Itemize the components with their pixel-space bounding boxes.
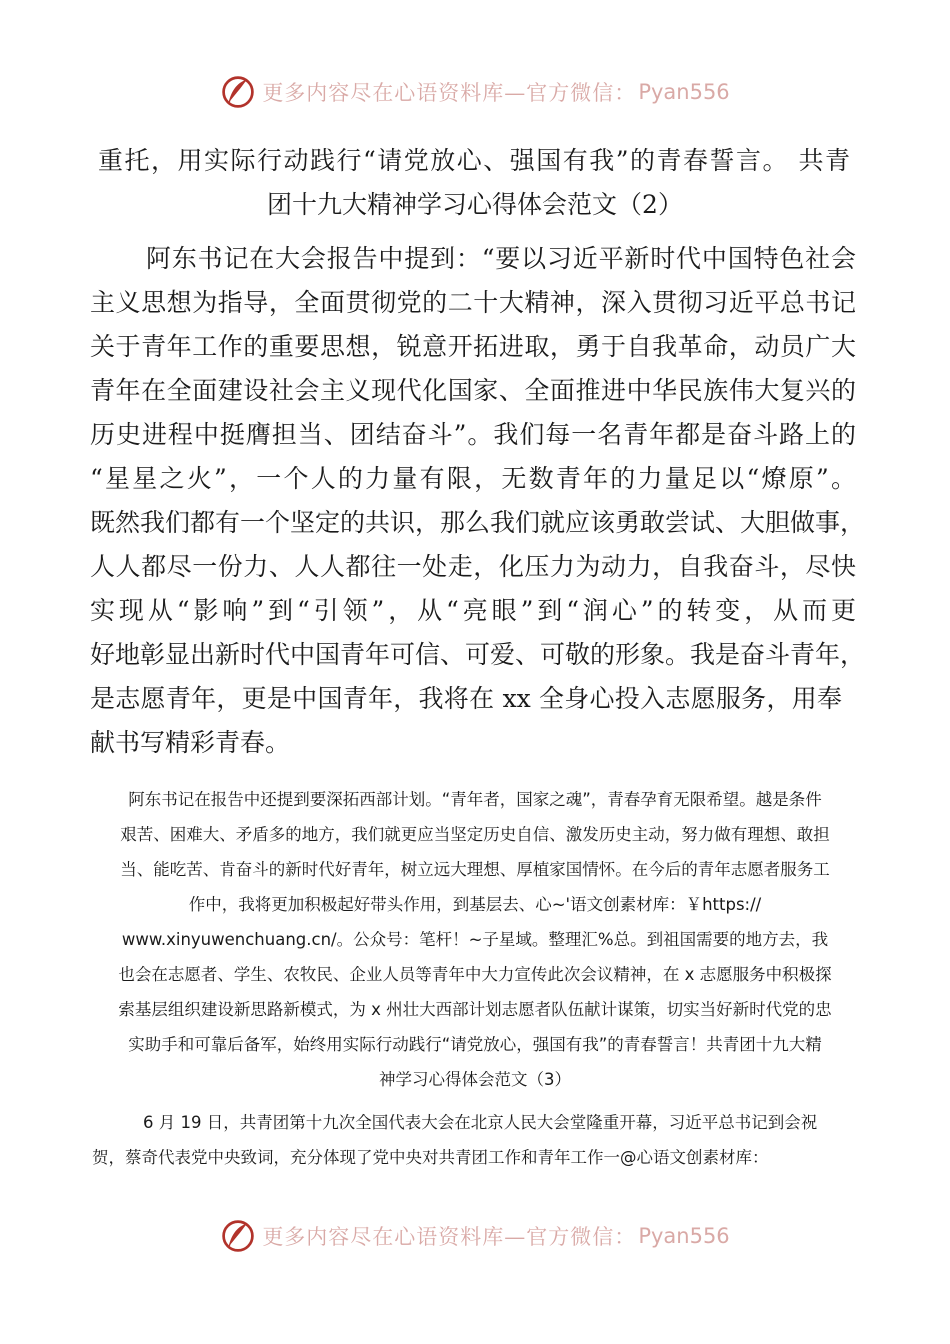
text-line: 贺，蔡奇代表党中央致词，充分体现了党中央对共青团工作和青年工作一@心语文创素材库： xyxy=(92,1148,769,1167)
quill-logo-icon xyxy=(220,74,256,110)
section-heading-2: 团十九大精神学习心得体会范文（2） xyxy=(267,190,683,219)
watermark-text: 更多内容尽在心语资料库—官方微信： xyxy=(262,1225,637,1249)
watermark-wechat-id: Pyan556 xyxy=(638,80,730,104)
text-line: 实助手和可靠后备军，始终用实际行动践行“请党放心，强国有我”的青春誓言！共青团十九大精 xyxy=(128,1035,822,1054)
footer-watermark xyxy=(0,1214,950,1258)
text-line: 阿东书记在大会报告中提到：“要以习近平新时代中国特色社会 xyxy=(146,244,856,273)
text-line: www.xinyuwenchuang.cn/。公众号：笔杆！~子星域。整理汇%总。到祖国需要的地方去，我 xyxy=(121,930,829,949)
text-line: 索基层组织建设新思路新模式，为 x 州壮大西部计划志愿者队伍献计谋策，切实当好新时代党的忠 xyxy=(118,1000,832,1019)
section-heading-3: 神学习心得体会范文（3） xyxy=(379,1070,571,1089)
text-line: 既然我们都有一个坚定的共识，那么我们就应该勇敢尝试、大胆做事， xyxy=(90,508,866,537)
quill-logo-icon xyxy=(220,1218,256,1254)
text-line: 献书写精彩青春。 xyxy=(90,728,291,757)
text-line: 是志愿青年，更是中国青年，我将在 xx 全身心投入志愿服务，用奉 xyxy=(90,684,842,713)
text-line: 重托，用实际行动践行“请党放心、强国有我”的青春誓言。 共青 xyxy=(98,146,850,175)
watermark-text: 更多内容尽在心语资料库—官方微信： xyxy=(262,81,637,105)
text-line: 6 月 19 日，共青团第十九次全国代表大会在北京人民大会堂隆重开幕，习近平总书记到会祝 xyxy=(143,1113,818,1132)
text-line: 关于青年工作的重要思想，锐意开拓进取，勇于自我革命，动员广大 xyxy=(90,332,856,361)
text-line: “星星之火”，一个人的力量有限，无数青年的力量足以“燎原”。 xyxy=(90,464,856,493)
text-line: 作中，我将更加积极起好带头作用，到基层去、心~'语文创素材库：￥https:// xyxy=(188,895,762,914)
text-line: 也会在志愿者、学生、农牧民、企业人员等青年中大力宣传此次会议精神，在 x 志愿服务中积极探 xyxy=(118,965,832,984)
text-line: 艰苦、困难大、矛盾多的地方，我们就更应当坚定历史自信、激发历史主动，努力做有理想、敢担 xyxy=(120,825,830,844)
text-line: 主义思想为指导，全面贯彻党的二十大精神，深入贯彻习近平总书记 xyxy=(90,288,856,317)
text-line: 青年在全面建设社会主义现代化国家、全面推进中华民族伟大复兴的 xyxy=(90,376,856,405)
text-line: 历史进程中挺膺担当、团结奋斗”。我们每一名青年都是奋斗路上的 xyxy=(90,420,856,449)
text-line: 阿东书记在报告中还提到要深拓西部计划。“青年者，国家之魂”，青春孕育无限希望。越是条件 xyxy=(128,790,822,809)
text-line: 人人都尽一份力、人人都往一处走，化压力为动力，自我奋斗，尽快 xyxy=(90,552,856,581)
text-line: 实现从“影响”到“引领”，从“亮眼”到“润心”的转变，从而更 xyxy=(90,596,856,625)
header-watermark xyxy=(0,70,950,114)
text-line: 好地彰显出新时代中国青年可信、可爱、可敬的形象。我是奋斗青年， xyxy=(90,640,866,669)
watermark-wechat-id: Pyan556 xyxy=(638,1224,730,1248)
text-line: 当、能吃苦、肯奋斗的新时代好青年，树立远大理想、厚植家国情怀。在今后的青年志愿者服务工 xyxy=(120,860,830,879)
